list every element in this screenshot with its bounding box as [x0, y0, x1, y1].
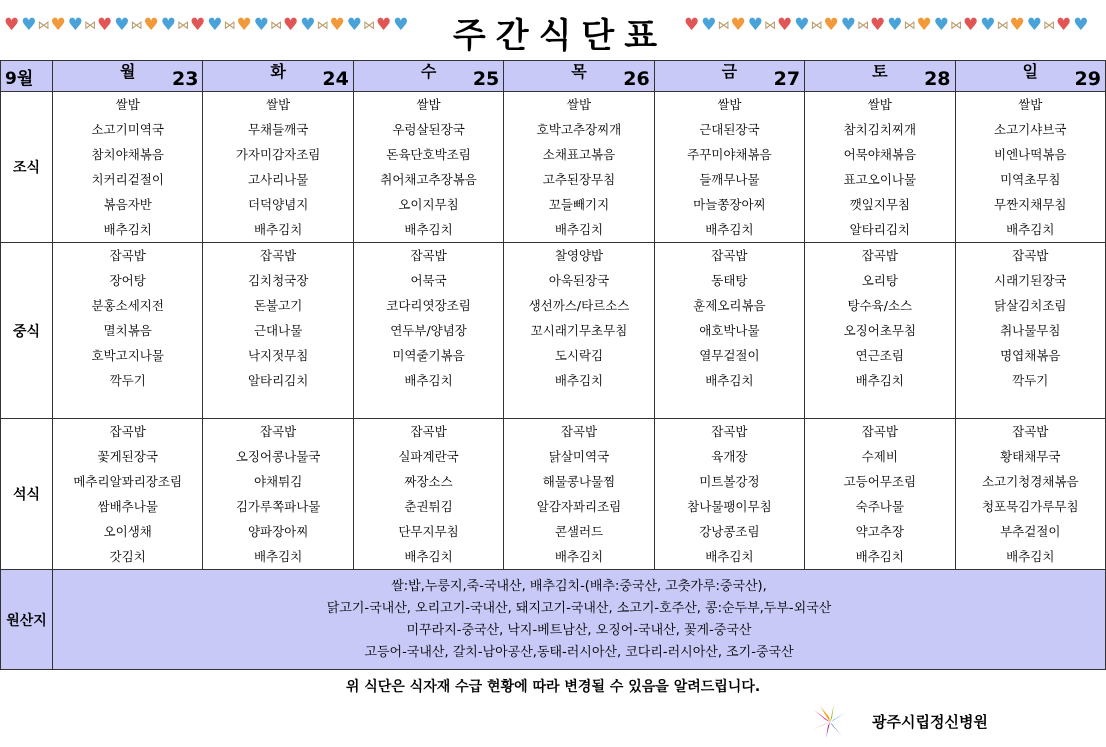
menu-item: 가자미감자조림: [235, 147, 321, 162]
dinner-cell-day-1: [203, 419, 353, 570]
menu-item: 코다리엿장조림: [386, 298, 471, 313]
menu-item: 배추김치: [705, 222, 754, 237]
menu-item: 잡곡밥: [1012, 424, 1049, 439]
menu-item: 잡곡밥: [861, 248, 898, 263]
heart-icon: ♥: [4, 14, 20, 35]
bow-icon: ⋈: [764, 18, 776, 32]
menu-item: 쌀밥: [566, 97, 592, 112]
menu-item: 돈육단호박조림: [386, 147, 471, 162]
weekday-label: 월: [119, 62, 136, 81]
menu-item: 참치김치찌개: [843, 122, 917, 137]
menu-item: 우렁살된장국: [392, 122, 465, 137]
menu-item: 호박고추장찌개: [536, 122, 622, 137]
menu-item: 꽃게된장국: [97, 449, 158, 464]
menu-item: 고사리나물: [247, 172, 309, 187]
menu-item: 무짠지채무침: [994, 197, 1067, 212]
menu-item: 배추김치: [253, 549, 303, 564]
date-label: 27: [773, 68, 801, 90]
menu-item: 치커리겉절이: [91, 172, 164, 187]
menu-item: 취나물무침: [1000, 323, 1061, 338]
weekday-label: 목: [571, 62, 587, 81]
heart-icon: ♥: [933, 14, 949, 35]
menu-item: 깻잎지무침: [849, 197, 911, 212]
heart-icon: ♥: [50, 14, 66, 35]
menu-item: 어묵야채볶음: [843, 147, 917, 162]
menu-item: 알타리김치: [247, 373, 309, 388]
decorative-hearts-left: [4, 12, 409, 38]
heart-icon: ♥: [300, 14, 316, 35]
menu-item: 강낭콩조림: [699, 524, 760, 539]
menu-item: 깍두기: [109, 373, 146, 388]
weekday-label: 일: [1022, 62, 1038, 81]
menu-item: 근대된장국: [699, 122, 760, 137]
menu-item: 배추김치: [554, 373, 604, 388]
menu-item: 참치야채볶음: [91, 147, 164, 162]
menu-item: 더덕양념지: [247, 197, 309, 212]
heart-icon: ♥: [1026, 14, 1042, 35]
menu-item: 소고기미역국: [91, 122, 164, 137]
bow-icon: ⋈: [177, 18, 189, 32]
menu-item: 오리탕: [861, 273, 898, 288]
bow-icon: ⋈: [223, 18, 236, 32]
bow-icon: ⋈: [903, 18, 916, 32]
menu-item: 배추김치: [855, 549, 904, 564]
menu-item: 실파계란국: [398, 449, 459, 464]
menu-item: 김가루쪽파나물: [235, 499, 321, 514]
menu-item: 소채표고볶음: [542, 147, 616, 162]
heart-icon: ♥: [97, 14, 113, 35]
origin-label: 원산지: [1, 570, 53, 670]
heart-icon: ♥: [777, 14, 793, 35]
breakfast-cell-day-1: [203, 92, 353, 243]
lunch-cell-day-3: [504, 243, 654, 419]
bow-icon: ⋈: [996, 18, 1009, 32]
date-label: 24: [322, 68, 349, 90]
menu-item: 멸치볶음: [103, 323, 152, 338]
lunch-cell-day-5: [805, 243, 955, 419]
menu-item: 갓김치: [109, 549, 146, 564]
menu-item: 잡곡밥: [711, 248, 748, 263]
menu-item: 배추김치: [103, 222, 152, 237]
day-header-4: [654, 61, 804, 92]
menu-item: 야채튀김: [253, 474, 303, 489]
breakfast-cell-day-4: [654, 92, 804, 243]
menu-item: 쌀밥: [1018, 97, 1043, 112]
bow-icon: ⋈: [130, 18, 143, 32]
day-header-5: [805, 61, 955, 92]
heart-icon: ♥: [114, 14, 130, 35]
menu-item: 잡곡밥: [861, 424, 898, 439]
menu-item: 오이지무침: [398, 197, 459, 212]
menu-item: 쌈배추나물: [97, 499, 158, 514]
origin-line: 닭고기-국내산, 오리고기-국내산, 돼지고기-국내산, 소고기-호주산, 콩:순두부,두부-외국산: [326, 600, 832, 616]
menu-item: 동태탕: [711, 273, 748, 288]
heart-icon: ♥: [329, 14, 345, 35]
heart-icon: ♥: [1009, 14, 1025, 35]
menu-item: 알감자꽈리조림: [536, 499, 622, 514]
weekday-label: 금: [721, 62, 738, 81]
menu-item: 배추김치: [1006, 222, 1055, 237]
bow-icon: ⋈: [810, 18, 823, 32]
menu-item: 배추김치: [404, 373, 453, 388]
meal-label-lunch: 중식: [1, 243, 53, 419]
menu-item: 춘권튀김: [404, 499, 453, 514]
heart-icon: ♥: [730, 14, 746, 35]
menu-item: 소고기샤브국: [994, 122, 1067, 137]
menu-item: 잡곡밥: [109, 424, 146, 439]
hospital-name: 광주시립정신병원: [872, 713, 988, 731]
menu-item: 황태채무국: [1000, 449, 1061, 464]
weekday-label: 화: [270, 62, 286, 81]
heart-icon: ♥: [143, 14, 159, 35]
menu-item: 깍두기: [1012, 373, 1049, 388]
menu-item: 낙지젓무침: [247, 348, 309, 363]
heart-icon: ♥: [1056, 14, 1072, 35]
menu-item: 꼬시래기무초무침: [530, 323, 628, 338]
menu-item: 열무겉절이: [699, 348, 760, 363]
weekly-menu-table: [0, 60, 1106, 670]
menu-item: 쌀밥: [416, 97, 441, 112]
menu-item: 숙주나물: [855, 499, 904, 514]
menu-item: 쌀밥: [867, 97, 892, 112]
menu-item: 메추리알꽈리장조림: [73, 474, 183, 489]
heart-icon: ♥: [747, 14, 763, 35]
menu-item: 단무지무침: [398, 524, 459, 539]
meal-label-dinner: 석식: [1, 419, 53, 570]
heart-icon: ♥: [393, 14, 409, 35]
menu-item: 잡곡밥: [1012, 248, 1049, 263]
menu-item: 쌀밥: [266, 97, 291, 112]
heart-icon: ♥: [346, 14, 362, 35]
menu-item: 미역초무침: [1000, 172, 1061, 187]
heart-icon: ♥: [190, 14, 206, 35]
heart-icon: ♥: [840, 14, 856, 35]
menu-item: 들깨무나물: [699, 172, 760, 187]
heart-icon: ♥: [1073, 14, 1089, 35]
menu-item: 비엔나떡볶음: [994, 147, 1067, 162]
menu-item: 호박고지나물: [91, 348, 164, 363]
month-label: 9월: [1, 61, 53, 92]
lunch-cell-day-6: [955, 243, 1105, 419]
menu-item: 탕수육/소스: [847, 298, 913, 313]
menu-item: 도시락김: [554, 348, 604, 363]
menu-item: 배추김치: [705, 373, 754, 388]
breakfast-cell-day-0: [53, 92, 203, 243]
decorative-hearts-right: [684, 12, 1089, 38]
heart-icon: ♥: [283, 14, 299, 35]
menu-item: 김치청국장: [247, 273, 309, 288]
weekday-label: 수: [420, 62, 437, 81]
bow-icon: ⋈: [270, 18, 282, 32]
menu-item: 배추김치: [404, 549, 453, 564]
menu-item: 애호박나물: [699, 323, 760, 338]
heart-icon: ♥: [887, 14, 903, 35]
day-header-0: [53, 61, 203, 92]
menu-item: 장어탕: [109, 273, 146, 288]
menu-item: 참나물팽이무침: [687, 499, 772, 514]
breakfast-cell-day-5: [805, 92, 955, 243]
dinner-cell-day-2: [353, 419, 503, 570]
menu-item: 수제비: [861, 449, 898, 464]
bow-icon: ⋈: [857, 18, 869, 32]
heart-icon: ♥: [794, 14, 810, 35]
menu-item: 연근조림: [855, 348, 904, 363]
date-label: 29: [1074, 68, 1101, 90]
heart-icon: ♥: [376, 14, 392, 35]
dinner-cell-day-0: [53, 419, 203, 570]
breakfast-row: [1, 92, 1106, 243]
heart-icon: ♥: [963, 14, 979, 35]
dinner-cell-day-6: [955, 419, 1105, 570]
bow-icon: ⋈: [363, 18, 375, 32]
heart-icon: ♥: [684, 14, 700, 35]
menu-item: 쌀밥: [717, 97, 742, 112]
menu-item: 생선까스/타르소스: [528, 298, 630, 313]
origin-line: 미꾸라지-중국산, 낙지-베트남산, 오징어-국내산, 꽃게-중국산: [406, 622, 752, 638]
heart-icon: ♥: [21, 14, 37, 35]
menu-item: 주꾸미야채볶음: [687, 147, 772, 162]
menu-item: 훈제오리볶음: [693, 298, 766, 313]
header-row: [1, 61, 1106, 92]
menu-item: 배추김치: [253, 222, 303, 237]
date-label: 28: [924, 68, 951, 90]
menu-item: 아욱된장국: [548, 273, 610, 288]
bow-icon: ⋈: [1043, 18, 1055, 32]
menu-item: 약고추장: [855, 524, 904, 539]
menu-item: 볶음자반: [103, 197, 152, 212]
heart-icon: ♥: [67, 14, 83, 35]
day-header-3: [504, 61, 654, 92]
menu-item: 닭살미역국: [548, 449, 610, 464]
heart-icon: ♥: [207, 14, 223, 35]
notice-text: 위 식단은 식자재 수급 현황에 따라 변경될 수 있음을 알려드립니다.: [345, 679, 761, 695]
bow-icon: ⋈: [316, 18, 329, 32]
menu-item: 양파장아찌: [247, 524, 309, 539]
menu-item: 무채들깨국: [247, 122, 309, 137]
origin-line: 고등어-국내산, 갈치-남아공산,동태-러시아산, 코다리-러시아산, 조기-중국산: [364, 644, 794, 660]
menu-item: 어묵국: [410, 273, 447, 288]
heart-icon: ♥: [870, 14, 886, 35]
menu-item: 표고오이나물: [843, 172, 917, 187]
menu-item: 잡곡밥: [109, 248, 146, 263]
heart-icon: ♥: [253, 14, 269, 35]
menu-item: 잡곡밥: [260, 248, 297, 263]
bow-icon: ⋈: [84, 18, 96, 32]
origin-line: 쌀:밥,누룽지,죽-국내산, 배추김치-(배추:중국산, 고춧가루:중국산),: [391, 578, 767, 594]
menu-item: 분홍소세지전: [91, 298, 164, 313]
menu-item: 잡곡밥: [711, 424, 748, 439]
meal-label-breakfast: 조식: [1, 92, 53, 243]
menu-item: 알타리김치: [849, 222, 911, 237]
hospital-logo-icon: [812, 704, 848, 740]
menu-item: 명엽채볶음: [1000, 348, 1061, 363]
lunch-cell-day-0: [53, 243, 203, 419]
menu-item: 시래기된장국: [994, 273, 1067, 288]
menu-item: 잡곡밥: [410, 248, 447, 263]
heart-icon: ♥: [160, 14, 176, 35]
menu-item: 잡곡밥: [260, 424, 297, 439]
date-label: 25: [472, 68, 500, 90]
day-header-1: [203, 61, 353, 92]
menu-item: 청포묵김가루무침: [981, 499, 1079, 514]
heart-icon: ♥: [701, 14, 717, 35]
menu-item: 돈불고기: [253, 298, 303, 313]
menu-item: 오이생채: [103, 524, 152, 539]
menu-item: 배추김치: [705, 549, 754, 564]
date-label: 26: [623, 68, 650, 90]
menu-item: 해물콩나물찜: [542, 474, 616, 489]
breakfast-cell-day-3: [504, 92, 654, 243]
menu-item: 잡곡밥: [560, 424, 598, 439]
menu-item: 배추김치: [554, 549, 604, 564]
dinner-cell-day-5: [805, 419, 955, 570]
menu-item: 고등어무조림: [843, 474, 917, 489]
menu-item: 미트볼강정: [699, 474, 760, 489]
menu-item: 근대나물: [253, 323, 303, 338]
lunch-cell-day-4: [654, 243, 804, 419]
menu-item: 짜장소스: [404, 474, 453, 489]
menu-item: 마늘쫑장아찌: [693, 197, 766, 212]
menu-item: 오징어콩나물국: [235, 449, 321, 464]
menu-item: 찰영양밥: [554, 248, 604, 263]
breakfast-cell-day-2: [353, 92, 503, 243]
menu-item: 배추김치: [554, 222, 604, 237]
menu-item: 소고기청경채볶음: [981, 474, 1079, 489]
weekday-label: 토: [872, 62, 888, 81]
menu-item: 쌀밥: [115, 97, 140, 112]
menu-item: 부추겉절이: [1000, 524, 1061, 539]
menu-item: 연두부/양념장: [390, 323, 467, 338]
breakfast-cell-day-6: [955, 92, 1105, 243]
menu-item: 닭살김치조림: [994, 298, 1067, 313]
lunch-cell-day-2: [353, 243, 503, 419]
lunch-cell-day-1: [203, 243, 353, 419]
heart-icon: ♥: [823, 14, 839, 35]
origin-row: [1, 570, 1106, 670]
bow-icon: ⋈: [37, 18, 50, 32]
heart-icon: ♥: [980, 14, 996, 35]
dinner-row: [1, 419, 1106, 570]
heart-icon: ♥: [236, 14, 252, 35]
heart-icon: ♥: [916, 14, 932, 35]
menu-item: 잡곡밥: [410, 424, 447, 439]
menu-item: 육개장: [711, 449, 748, 464]
menu-item: 꼬들빼기지: [548, 197, 610, 212]
bow-icon: ⋈: [950, 18, 962, 32]
page-title: 주간식단표: [452, 16, 668, 56]
day-header-2: [353, 61, 503, 92]
menu-item: 취어채고추장볶음: [380, 172, 477, 187]
menu-item: 배추김치: [1006, 549, 1055, 564]
date-label: 23: [171, 68, 199, 90]
menu-item: 배추김치: [404, 222, 453, 237]
origin-content: [53, 570, 1106, 670]
menu-item: 미역줄기볶음: [392, 348, 465, 363]
dinner-cell-day-3: [504, 419, 654, 570]
menu-item: 고추된장무침: [542, 172, 616, 187]
lunch-row: [1, 243, 1106, 419]
menu-item: 배추김치: [855, 373, 904, 388]
day-header-6: [955, 61, 1105, 92]
bow-icon: ⋈: [717, 18, 730, 32]
menu-item: 오징어초무침: [843, 323, 917, 338]
menu-item: 콘샐러드: [554, 524, 604, 539]
dinner-cell-day-4: [654, 419, 804, 570]
